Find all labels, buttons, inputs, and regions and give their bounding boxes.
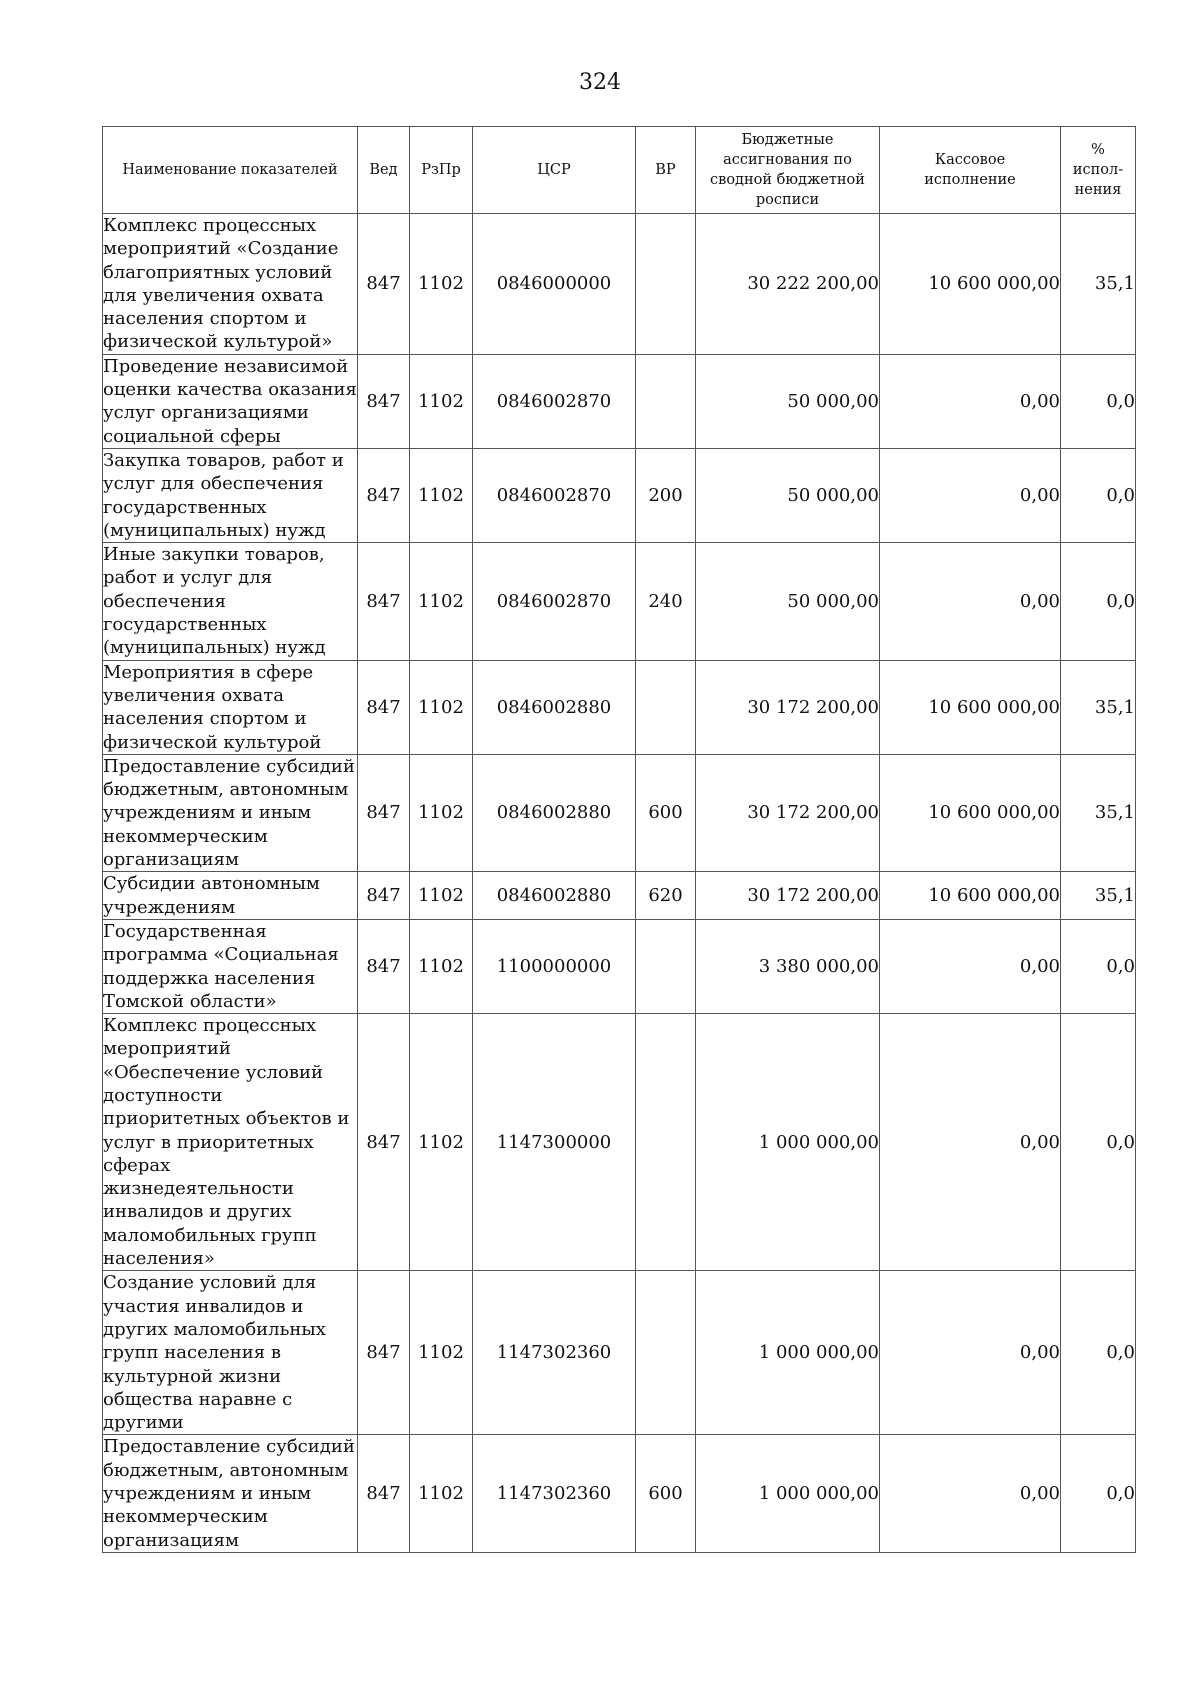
row-ved: 847	[358, 1271, 410, 1435]
row-name: Иные закупки товаров, работ и услуг для обеспечения государственных (муниципальных) нужд	[103, 543, 358, 660]
table-header-row	[103, 127, 1136, 214]
row-vr	[636, 1014, 696, 1271]
header-ved: Вед	[358, 127, 410, 214]
row-execution: 10 600 000,00	[880, 872, 1061, 920]
row-ved: 847	[358, 543, 410, 660]
row-assignments: 50 000,00	[696, 354, 880, 448]
row-rzpr: 1102	[410, 754, 473, 871]
table-row	[103, 1271, 1136, 1435]
row-csr: 1147302360	[473, 1271, 636, 1435]
row-execution: 10 600 000,00	[880, 660, 1061, 754]
row-assignments: 30 172 200,00	[696, 872, 880, 920]
table-row	[103, 919, 1136, 1013]
row-rzpr: 1102	[410, 660, 473, 754]
row-vr	[636, 214, 696, 355]
row-assignments: 30 172 200,00	[696, 754, 880, 871]
row-assignments: 3 380 000,00	[696, 919, 880, 1013]
row-percent: 0,0	[1061, 1014, 1136, 1271]
row-ved: 847	[358, 872, 410, 920]
row-ved: 847	[358, 1435, 410, 1552]
row-vr: 600	[636, 1435, 696, 1552]
budget-table	[102, 126, 1136, 1553]
row-percent: 35,1	[1061, 214, 1136, 355]
row-vr: 200	[636, 448, 696, 542]
row-rzpr: 1102	[410, 919, 473, 1013]
row-ved: 847	[358, 214, 410, 355]
row-name: Создание условий для участия инвалидов и других маломобильных групп населения в культурной жизни общества наравне с другими	[103, 1271, 358, 1435]
row-csr: 0846002880	[473, 872, 636, 920]
row-execution: 0,00	[880, 919, 1061, 1013]
table-row	[103, 214, 1136, 355]
row-percent: 35,1	[1061, 754, 1136, 871]
row-name: Мероприятия в сфере увеличения охвата населения спортом и физической культурой	[103, 660, 358, 754]
row-csr: 0846002880	[473, 754, 636, 871]
table-row	[103, 660, 1136, 754]
header-rzpr: РзПр	[410, 127, 473, 214]
row-vr	[636, 660, 696, 754]
header-percent: % испол-нения	[1061, 127, 1136, 214]
row-rzpr: 1102	[410, 543, 473, 660]
row-percent: 35,1	[1061, 660, 1136, 754]
row-execution: 0,00	[880, 543, 1061, 660]
row-ved: 847	[358, 919, 410, 1013]
row-vr: 600	[636, 754, 696, 871]
row-percent: 0,0	[1061, 448, 1136, 542]
row-rzpr: 1102	[410, 872, 473, 920]
row-csr: 0846002870	[473, 354, 636, 448]
row-percent: 0,0	[1061, 543, 1136, 660]
header-csr: ЦСР	[473, 127, 636, 214]
row-assignments: 30 172 200,00	[696, 660, 880, 754]
row-ved: 847	[358, 754, 410, 871]
row-rzpr: 1102	[410, 448, 473, 542]
row-execution: 0,00	[880, 1435, 1061, 1552]
table-row	[103, 354, 1136, 448]
row-csr: 1100000000	[473, 919, 636, 1013]
table-row	[103, 448, 1136, 542]
row-rzpr: 1102	[410, 214, 473, 355]
row-percent: 0,0	[1061, 1271, 1136, 1435]
row-assignments: 1 000 000,00	[696, 1271, 880, 1435]
row-csr: 1147302360	[473, 1435, 636, 1552]
row-vr: 240	[636, 543, 696, 660]
page-number: 324	[579, 70, 621, 95]
row-rzpr: 1102	[410, 354, 473, 448]
table-row	[103, 1435, 1136, 1552]
row-name: Комплекс процессных мероприятий «Обеспечение условий доступности приоритетных объектов и услуг в приоритетных сферах жизнедеятельности инвалидов и других маломобильных групп населения»	[103, 1014, 358, 1271]
row-execution: 10 600 000,00	[880, 754, 1061, 871]
row-csr: 0846000000	[473, 214, 636, 355]
row-assignments: 50 000,00	[696, 448, 880, 542]
table-row	[103, 754, 1136, 871]
row-vr	[636, 354, 696, 448]
row-assignments: 50 000,00	[696, 543, 880, 660]
row-execution: 0,00	[880, 1014, 1061, 1271]
row-execution: 0,00	[880, 354, 1061, 448]
row-ved: 847	[358, 1014, 410, 1271]
table-row	[103, 872, 1136, 920]
row-csr: 1147300000	[473, 1014, 636, 1271]
row-ved: 847	[358, 660, 410, 754]
row-csr: 0846002870	[473, 543, 636, 660]
row-vr: 620	[636, 872, 696, 920]
table-body	[103, 214, 1136, 1553]
row-name: Субсидии автономным учреждениям	[103, 872, 358, 920]
row-assignments: 1 000 000,00	[696, 1014, 880, 1271]
row-rzpr: 1102	[410, 1271, 473, 1435]
row-percent: 35,1	[1061, 872, 1136, 920]
row-name: Комплекс процессных мероприятий «Создание благоприятных условий для увеличения охвата населения спортом и физической культурой»	[103, 214, 358, 355]
table-row	[103, 1014, 1136, 1271]
header-name: Наименование показателей	[103, 127, 358, 214]
row-name: Государственная программа «Социальная поддержка населения Томской области»	[103, 919, 358, 1013]
row-percent: 0,0	[1061, 919, 1136, 1013]
row-ved: 847	[358, 448, 410, 542]
row-assignments: 30 222 200,00	[696, 214, 880, 355]
row-vr	[636, 919, 696, 1013]
header-assignments: Бюджетные ассигнования по сводной бюджетной росписи	[696, 127, 880, 214]
row-name: Закупка товаров, работ и услуг для обеспечения государственных (муниципальных) нужд	[103, 448, 358, 542]
row-csr: 0846002880	[473, 660, 636, 754]
row-percent: 0,0	[1061, 354, 1136, 448]
row-ved: 847	[358, 354, 410, 448]
header-execution: Кассовое исполнение	[880, 127, 1061, 214]
row-execution: 0,00	[880, 448, 1061, 542]
row-rzpr: 1102	[410, 1435, 473, 1552]
row-execution: 0,00	[880, 1271, 1061, 1435]
row-assignments: 1 000 000,00	[696, 1435, 880, 1552]
row-rzpr: 1102	[410, 1014, 473, 1271]
row-csr: 0846002870	[473, 448, 636, 542]
header-vr: ВР	[636, 127, 696, 214]
row-vr	[636, 1271, 696, 1435]
table-row	[103, 543, 1136, 660]
row-percent: 0,0	[1061, 1435, 1136, 1552]
row-name: Проведение независимой оценки качества оказания услуг организациями социальной сферы	[103, 355, 357, 447]
row-name: Предоставление субсидий бюджетным, автономным учреждениям и иным некоммерческим организациям	[103, 754, 358, 871]
row-name: Предоставление субсидий бюджетным, автономным учреждениям и иным некоммерческим организациям	[103, 1435, 358, 1552]
row-execution: 10 600 000,00	[880, 214, 1061, 355]
